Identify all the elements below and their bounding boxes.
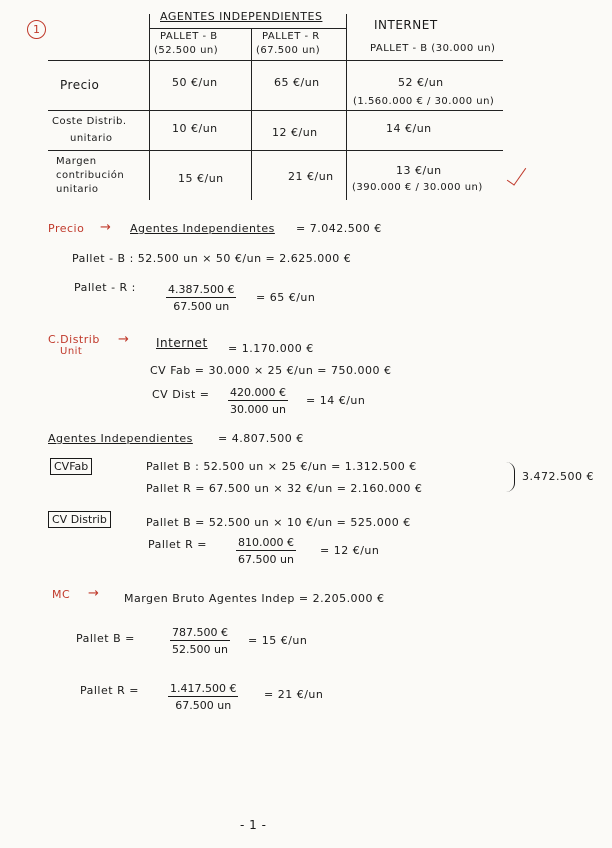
cvfab-brace — [506, 462, 515, 492]
precio-line-r-num: 4.387.500 € — [168, 283, 235, 296]
row-label-precio: Precio — [60, 78, 100, 92]
table-hline-header — [48, 60, 503, 61]
row-label-margen-3: unitario — [56, 184, 99, 195]
cdistrib-cv-dist-num: 420.000 € — [230, 386, 286, 399]
cdistrib-label-2: Unit — [60, 346, 83, 357]
precio-line-r-label: Pallet - R : — [74, 281, 136, 294]
cvdistrib-box: CV Distrib — [48, 511, 111, 528]
mc-r-num: 1.417.500 € — [170, 682, 237, 695]
cell-coste-b: 10 €/un — [172, 122, 218, 135]
mc-b-label: Pallet B = — [76, 632, 135, 645]
cvfab-total: 3.472.500 € — [522, 470, 594, 483]
cdistrib-cv-dist-result: = 14 €/un — [306, 394, 366, 407]
cvdistrib-pallet-r-label: Pallet R = — [148, 538, 207, 551]
col-header-internet: PALLET - B (30.000 un) — [370, 43, 496, 54]
precio-line-r-den: 67.500 un — [173, 300, 230, 313]
precio-line-b: Pallet - B : 52.500 un × 50 €/un = 2.625.000 € — [72, 252, 352, 265]
cvdistrib-pallet-r-fraction — [236, 536, 296, 566]
cell-coste-internet: 14 €/un — [386, 122, 432, 135]
cell-margen-internet-note: (390.000 € / 30.000 un) — [352, 182, 483, 193]
page-number-circle: 1 — [27, 20, 46, 39]
mc-b-fraction — [170, 626, 230, 656]
mc-r-den: 67.500 un — [175, 699, 232, 712]
precio-line-r-result: = 65 €/un — [256, 291, 316, 304]
cell-coste-r: 12 €/un — [272, 126, 318, 139]
cell-precio-r: 65 €/un — [274, 76, 320, 89]
cvdistrib-pallet-r-result: = 12 €/un — [320, 544, 380, 557]
mc-label: MC — [52, 588, 71, 601]
col-header-pallet-b: PALLET - B — [160, 31, 218, 42]
cdistrib-cv-fab: CV Fab = 30.000 × 25 €/un = 750.000 € — [150, 364, 392, 377]
cell-margen-r: 21 €/un — [288, 170, 334, 183]
mc-r-fraction — [168, 682, 238, 712]
col-header-pallet-r: PALLET - R — [262, 31, 320, 42]
row-label-margen-2: contribución — [56, 170, 125, 181]
precio-heading-value: = 7.042.500 € — [296, 222, 382, 235]
cdistrib-heading: Internet — [156, 336, 208, 350]
page-footer-number: - 1 - — [240, 818, 267, 832]
cdistrib-cv-dist-label: CV Dist = — [152, 388, 210, 401]
precio-label: Precio — [48, 222, 85, 235]
cell-precio-internet: 52 €/un — [398, 76, 444, 89]
mc-b-num: 787.500 € — [172, 626, 228, 639]
checkmark-icon — [507, 163, 526, 185]
precio-arrow-icon: → — [100, 220, 112, 235]
comparison-table — [48, 10, 503, 200]
cdistrib-cv-dist-fraction — [228, 386, 288, 416]
group-header-agentes: AGENTES INDEPENDIENTES — [160, 10, 323, 23]
cvdistrib-pallet-r-den: 67.500 un — [238, 553, 294, 566]
row-label-coste-2: unitario — [70, 133, 113, 144]
cell-margen-internet: 13 €/un — [396, 164, 442, 177]
precio-heading: Agentes Independientes — [130, 222, 275, 235]
agentes-heading: Agentes Independientes — [48, 432, 193, 445]
cdistrib-label-1: C.Distrib — [48, 333, 100, 346]
cvdistrib-pallet-b: Pallet B = 52.500 un × 10 €/un = 525.000 € — [146, 516, 411, 529]
cell-precio-internet-note: (1.560.000 € / 30.000 un) — [353, 96, 495, 107]
mc-heading: Margen Bruto Agentes Indep = 2.205.000 € — [124, 592, 385, 605]
cell-precio-b: 50 €/un — [172, 76, 218, 89]
group-header-internet: INTERNET — [374, 18, 438, 32]
cdistrib-cv-dist-den: 30.000 un — [230, 403, 286, 416]
table-vline-2 — [251, 28, 252, 200]
cvdistrib-pallet-r-num: 810.000 € — [238, 536, 294, 549]
mc-b-result: = 15 €/un — [248, 634, 308, 647]
col-header-pallet-r-units: (67.500 un) — [256, 45, 321, 56]
cdistrib-heading-value: = 1.170.000 € — [228, 342, 314, 355]
table-hline-1 — [48, 110, 503, 111]
mc-r-result: = 21 €/un — [264, 688, 324, 701]
cvfab-pallet-b: Pallet B : 52.500 un × 25 €/un = 1.312.500 € — [146, 460, 417, 473]
cell-margen-b: 15 €/un — [178, 172, 224, 185]
table-hline-2 — [48, 150, 503, 151]
row-label-margen-1: Margen — [56, 156, 97, 167]
mc-arrow-icon: → — [88, 586, 100, 601]
mc-b-den: 52.500 un — [172, 643, 228, 656]
precio-line-r-fraction — [166, 283, 236, 313]
row-label-coste-1: Coste Distrib. — [52, 116, 127, 127]
mc-r-label: Pallet R = — [80, 684, 139, 697]
table-vline-1 — [149, 14, 150, 200]
cdistrib-arrow-icon: → — [118, 332, 130, 347]
table-vline-3 — [346, 14, 347, 200]
table-hline-group — [149, 28, 346, 29]
cvfab-pallet-r: Pallet R = 67.500 un × 32 €/un = 2.160.000 € — [146, 482, 423, 495]
cvfab-box: CVFab — [50, 458, 92, 475]
agentes-heading-value: = 4.807.500 € — [218, 432, 304, 445]
col-header-pallet-b-units: (52.500 un) — [154, 45, 219, 56]
